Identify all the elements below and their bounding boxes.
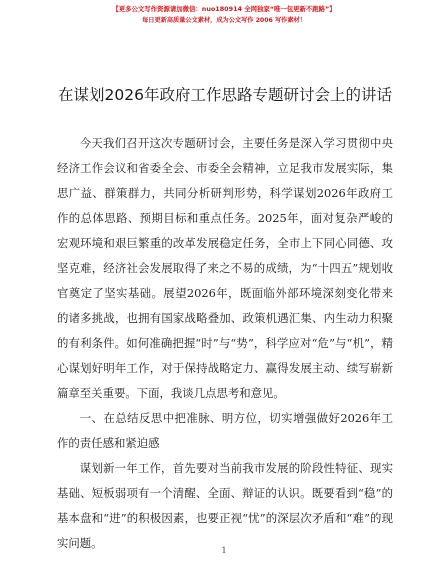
section-1-paragraph: 谋划新一年工作，首先要对当前我市发展的阶段性特征、现实基础、短板弱项有一个清醒、全面、辩证的认识。既要看到“稳”的基本盘和“进”的积极因素，也要正视“忧”的深层次矛盾和“难”的现实问题。 <box>57 461 393 550</box>
section-heading-1: 一、在总结反思中把准脉、明方位，切实增强做好2026年工作的责任感和紧迫感 <box>57 411 393 450</box>
promo-banner <box>0 4 448 26</box>
document-title: 在谋划2026年政府工作思路专题研讨会上的讲话 <box>58 86 392 104</box>
document-body <box>57 131 393 556</box>
intro-paragraph: 今天我们召开这次专题研讨会，主要任务是深入学习贯彻中央经济工作会议和省委全会、市委全会精神，立足我市发展实际，集思广益、群策群力，共同分析研判形势，科学谋划2026年政府工作的总体思路、预期目标和重点任务。2025年，面对复杂严峻的宏观环境和艰巨繁重的改革发展稳定任务，全市上下同心同德、攻坚克难，经济社会发展取得了来之不易的成绩，为“十四五”规划收官奠定了坚实基础。展望2026年，既面临外部环境深刻变化带来的诸多挑战，也拥有国家战略叠加、政策机遇汇集、内生动力积聚的有利条件。如何准确把握“时”与“势”，科学应对“危”与“机”，精心谋划好明年工作，对于保持战略定力、赢得发展主动、续写崭新篇章至关重要。下面，我谈几点思考和意见。 <box>57 136 393 400</box>
promo-banner-line1: 【更多公文写作资源请加微信：nuo180914 全网独家“唯一包更新不跑路”】 <box>112 5 336 13</box>
promo-banner-line2: 每日更新高质量公文素材，成为公文写作 2006 写作素材！ <box>142 17 306 24</box>
page-number: 1 <box>221 546 227 555</box>
